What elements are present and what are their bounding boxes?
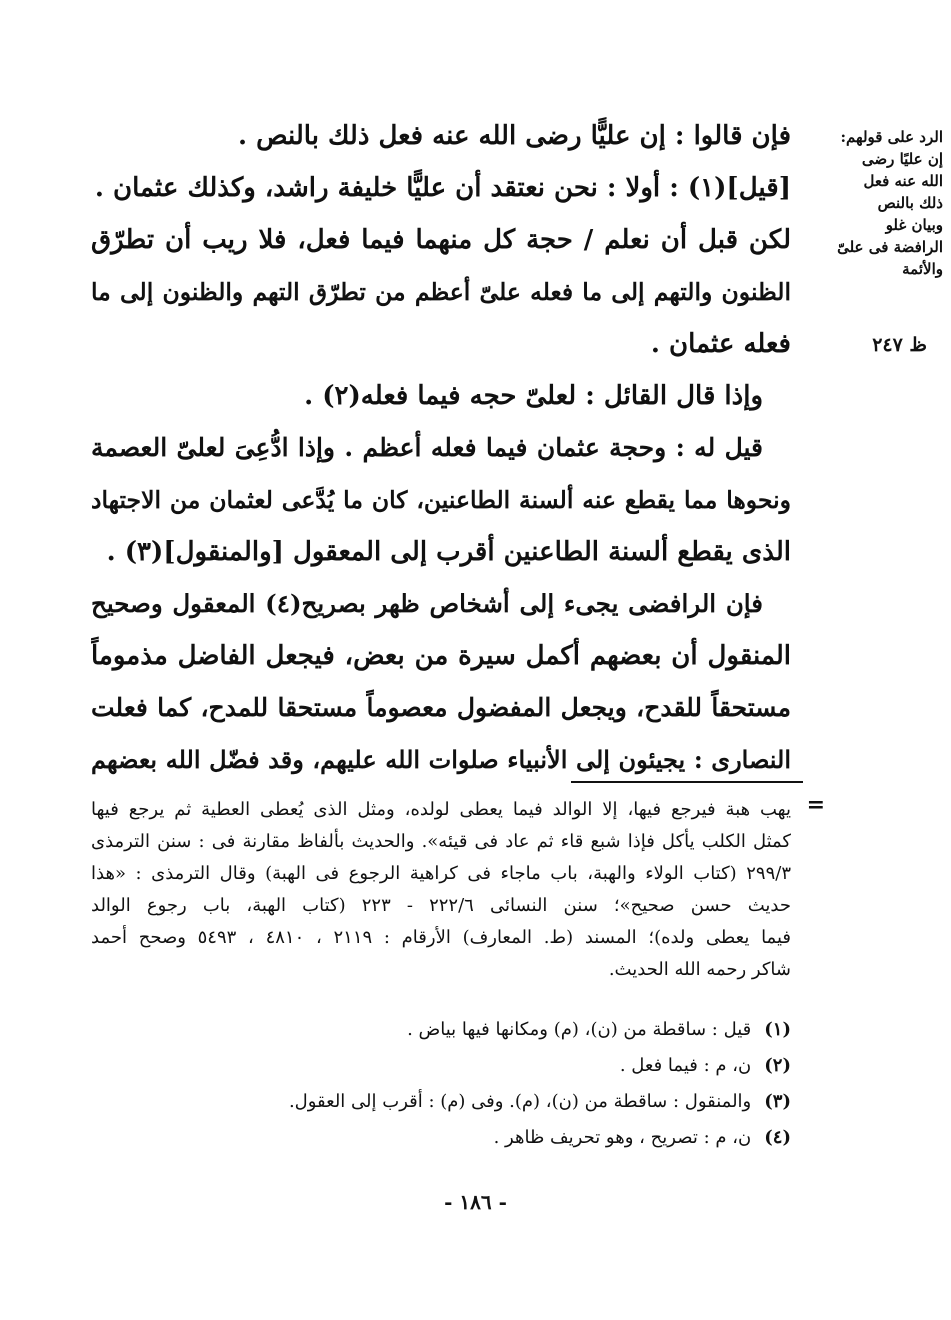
text-line: الذى يقطع ألسنة الطاعنين أقرب إلى المعقول [والمنقول](٣) . (106, 537, 791, 567)
footnotes-list (91, 1012, 791, 1156)
footnote-text: قيل : ساقطة من (ن)، (م) ومكانها فيها بياض . (407, 1019, 752, 1040)
margin-note-line: الرافضة فى علىّ (837, 238, 943, 256)
note-line: شاكر رحمه الله الحديث. (608, 959, 791, 980)
footnote-number: (١) (764, 1019, 791, 1040)
note-line: يهب هبة فيرجع فيها، إلا الوالد فيما يعطى لولده، ومثل الذى يُعطى العطية ثم يرجع فيها (91, 799, 791, 820)
main-text (91, 110, 791, 786)
margin-note (805, 126, 943, 280)
footnote (91, 1048, 791, 1084)
margin-note-line: الله عنه فعل (863, 172, 943, 190)
footnote (91, 1120, 791, 1156)
margin-note-line: إن عليًا رضى (861, 150, 943, 168)
manuscript-folio-reference: ظ ٢٤٧ (872, 334, 927, 356)
footnote-text: ن، م : فيما فعل . (619, 1055, 752, 1076)
footnote-number: (٣) (764, 1091, 791, 1112)
text-line: [قيل](١) : أولا : نحن نعتقد أن عليًّا خليفة راشد، وكذلك عثمان . (94, 173, 791, 203)
margin-note-line: وبيان غلو (885, 216, 943, 234)
footnote-text: والمنقول : ساقطة من (ن)، (م). وفى (م) : أقرب إلى العقول. (288, 1091, 752, 1112)
text-line: ونحوها مما يقطع عنه ألسنة الطاعنين، كان ما يُدَّعى لعثمان من الاجتهاد (91, 486, 791, 514)
footnote-separator (571, 781, 803, 783)
note-line: كمثل الكلب يأكل فإذا شبع قاء ثم عاد فى قيئه». والحديث بألفاظ مقارنة فى : سنن الترمذى (91, 831, 791, 852)
text-line: لكن قبل أن نعلم / حجة كل منهما فيما فعل، فلا ريب أن تطرّق (91, 225, 791, 255)
footnote-number: (٢) (764, 1055, 791, 1076)
text-line: مستحقاً للقدح، ويجعل المفضول معصوماً مستحقا للمدح، كما فعلت (91, 693, 791, 722)
note-line: فيما يعطى ولده)؛ المسند (ط. المعارف) الأرقام : ٢١١٩ ، ٤٨١٠ ، ٥٤٩٣ وصحح أحمد (91, 927, 791, 948)
note-line: حديث حسن صحيح»؛ سنن النسائى ٢٢٢/٦ - ٢٢٣ (كتاب الهبة، باب رجوع الوالد (91, 895, 791, 916)
text-line: فإن قالوا : إن عليًّا رضى الله عنه فعل ذلك بالنص . (238, 121, 791, 151)
note-line: ٢٩٩/٣ (كتاب الولاء والهبة، باب ماجاء فى كراهية الرجوع فى الهبة) وقال الترمذى : «هذا (91, 863, 791, 884)
text-line: النصارى : يجيئون إلى الأنبياء صلوات الله عليهم، وقد فضّل الله بعضهم (91, 745, 791, 774)
margin-note-line: والأئمة (902, 260, 943, 278)
text-line: قيل له : وحجة عثمان فيما فعله أعظم . وإذا ادُّعِىَ لعلىّ العصمة (91, 433, 763, 462)
footnote (91, 1012, 791, 1048)
footnote (91, 1084, 791, 1120)
margin-note-line: الرد على قولهم: (840, 128, 943, 146)
text-line: فإن الرافضى يجىء إلى أشخاص ظهر بصريح(٤) المعقول وصحيح (91, 589, 763, 618)
page-number: - ١٨٦ - (444, 1190, 507, 1214)
continued-footnote (91, 794, 791, 986)
text-line: المنقول أن بعضهم أكمل سيرة من بعض، فيجعل الفاضل مذموماً (91, 641, 791, 671)
text-line: فعله عثمان . (650, 329, 791, 359)
footnote-number: (٤) (764, 1127, 791, 1148)
continuation-mark: = (806, 792, 823, 818)
text-line: الظنون والتهم إلى ما فعله علىّ أعظم من تطرّق التهم والظنون إلى ما (91, 278, 791, 306)
text-line: وإذا قال القائل : لعلىّ حجه فيما فعله(٢) . (304, 381, 763, 411)
footnote-text: ن، م : تصريح ، وهو تحريف ظاهر . (493, 1127, 752, 1148)
margin-note-line: ذلك بالنص (877, 194, 943, 212)
